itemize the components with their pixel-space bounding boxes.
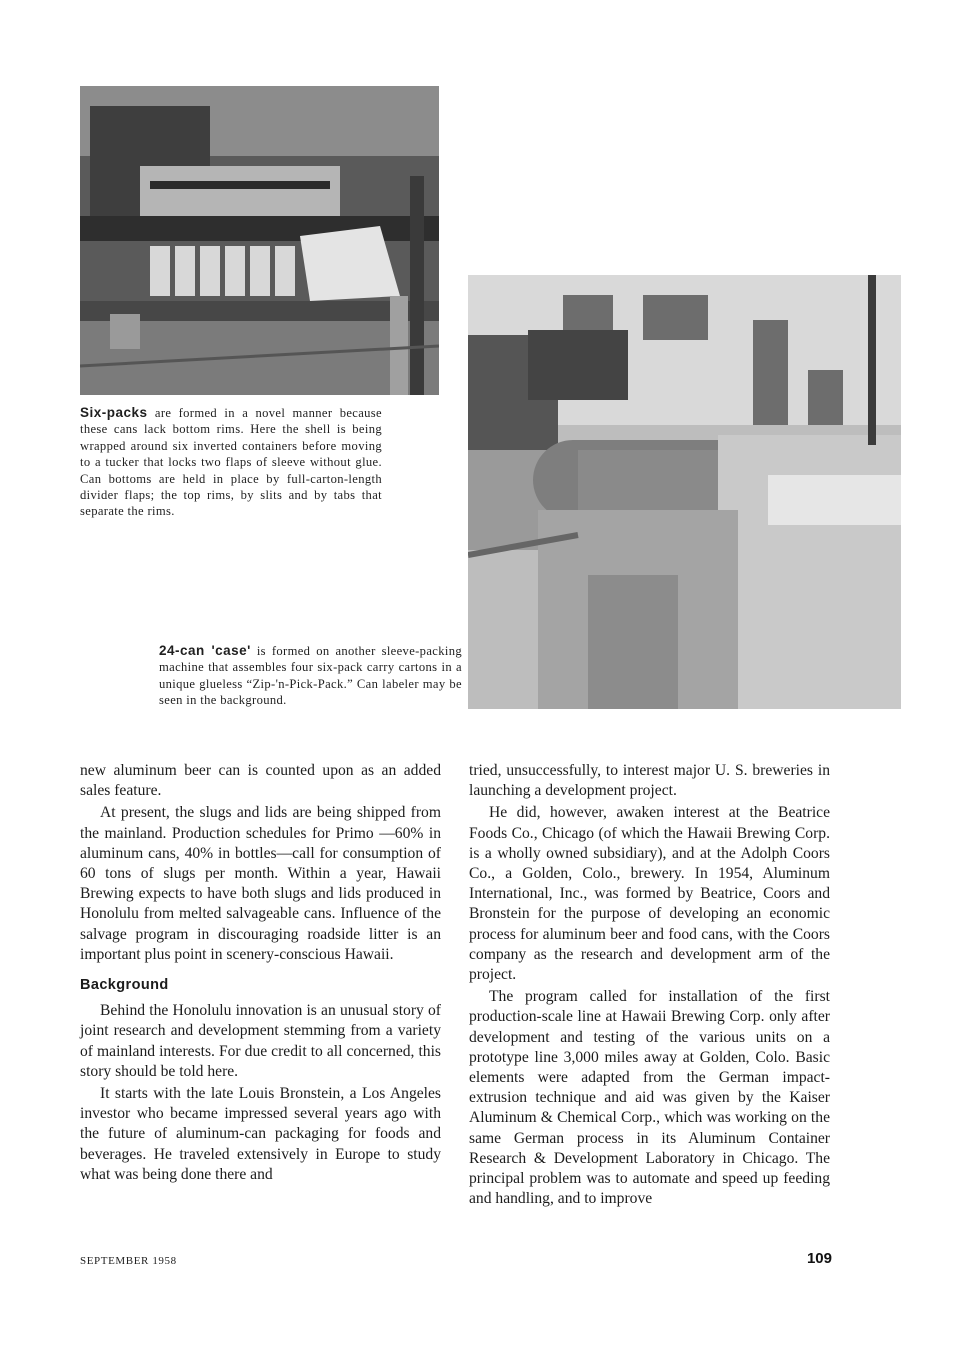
case-packing-machine-image — [468, 275, 901, 709]
photo-case-packing-machine — [468, 275, 901, 709]
article-column-right — [469, 761, 830, 1211]
paragraph: It starts with the late Louis Bronstein, a Los Angeles investor who became impressed several years ago with the future of aluminum-can packaging for foods and beverages. He traveled extensively in Europe to study what was being done there and — [80, 1085, 441, 1183]
issue-date: SEPTEMBER 1958 — [80, 1255, 177, 1267]
paragraph: The program called for installation of the first production-scale line at Hawaii Brewing Corp. only after development and testing of the various units on a prototype line 3,000 miles away at Golden, Colo. Basic elements were adapted from the German impact-extrusion technique and aid was given by the Kaiser Aluminum & Chemical Corp., which was working on the same German process in its Aluminum Container Research & Development Laboratory in Chicago. The principal problem was to automate and speed up feeding and handling, and to improve — [469, 988, 830, 1208]
six-pack-machine-image — [80, 86, 439, 395]
photo-caption-24-can-case — [159, 643, 462, 709]
paragraph: tried, unsuccessfully, to interest major U. S. breweries in launching a development project. — [469, 762, 830, 800]
paragraph: new aluminum beer can is counted upon as an added sales feature. — [80, 762, 441, 800]
caption-lead: 24-can 'case' — [159, 643, 251, 658]
paragraph: He did, however, awaken interest at the Beatrice Foods Co., Chicago (of which the Hawaii Brewing Corp. is a wholly owned subsidiary), and at the Adolph Coors Co., a Golden, Colo., brewery. In 1954, Aluminum International, Inc., was formed by Beatrice, Coors and Bronstein for the purpose of developing an economic process for aluminum beer and food cans, with the Coors company as the research and development arm of the project. — [469, 804, 830, 984]
page-number: 109 — [806, 1250, 832, 1267]
paragraph: Behind the Honolulu innovation is an unusual story of joint research and development stemming from a variety of mainland interests. For due credit to all concerned, this story should be told here. — [80, 1002, 441, 1080]
photo-six-pack-machine — [80, 86, 439, 395]
paragraph: At present, the slugs and lids are being shipped from the mainland. Production schedules for Primo —60% in aluminum cans, 40% in bottles—call for consumption of 60 tons of slugs per month. Within a year, Hawaii Brewing expects to have both slugs and lids produced in Honolulu from melted salvageable cans. Influence of the salvage program in discouraging roadside litter is an important plus point in scenery-conscious Hawaii. — [80, 804, 441, 963]
caption-lead: Six-packs — [80, 405, 148, 420]
article-column-left — [80, 761, 441, 1187]
section-heading: Background — [80, 977, 169, 994]
caption-text: is formed on another sleeve-packing machine that assembles four six-pack carry cartons in a unique glueless “Zip-'n-Pick-Pack.” Can labeler may be seen in the background. — [159, 644, 462, 708]
caption-text: are formed in a novel manner because these cans lack bottom rims. Here the shell is being wrapped around six inverted containers before moving to a tucker that locks two flaps of sleeve without glue. Can bottoms are held in place by full-carton-length divider flaps; the top rims, by slits and by tabs that separate the rims. — [80, 406, 383, 519]
photo-caption-six-packs — [80, 405, 382, 520]
